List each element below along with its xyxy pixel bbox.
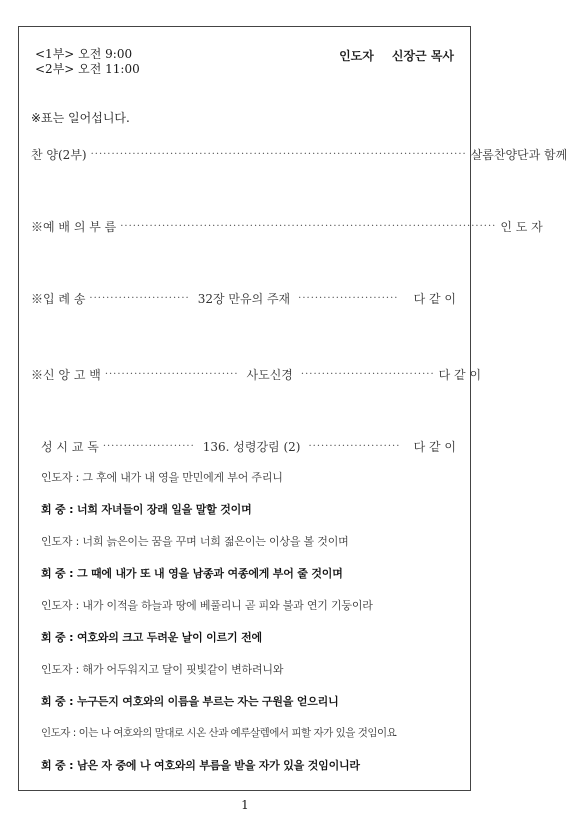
service-time-first: <1부> 오전 9:00: [35, 47, 133, 61]
reading-text: 내가 이적을 하늘과 땅에 베풀리니 곧 피와 불과 연기 기둥이라: [82, 599, 373, 612]
reading-speaker: 회 중: [41, 631, 66, 644]
order-item-label: 성 시 교 독: [41, 439, 99, 454]
service-times: [35, 47, 140, 77]
leader-dots: ································: [300, 368, 435, 380]
reading-line-leader: 인도자 : 그 후에 내가 내 영을 만민에게 부어 주리니: [41, 471, 283, 484]
service-time-second: <2부> 오전 11:00: [35, 62, 140, 76]
order-item-by: 인 도 자: [500, 219, 543, 234]
leader-dots: ································: [104, 368, 239, 380]
leader-dots: ······················: [308, 440, 401, 452]
order-item-entrance-hymn: [31, 289, 456, 307]
leader-dots: ··························································································: [90, 148, 467, 160]
reading-speaker: 회 중: [41, 503, 66, 516]
order-item-by: 다 같 이: [413, 291, 456, 306]
reading-line-congregation: 회 중 : 그 때에 내가 또 내 영을 남종과 여종에게 부어 줄 것이며: [41, 567, 343, 580]
order-item-creed: [31, 365, 482, 383]
order-item-content: 사도신경: [246, 367, 293, 382]
reading-speaker: 인도자: [41, 599, 73, 612]
reading-text: 너희 자녀들이 장래 일을 말할 것이며: [76, 503, 252, 516]
reading-speaker: 회 중: [41, 567, 66, 580]
order-item-by: 살롬찬양단과 함께: [470, 147, 567, 162]
reading-line-congregation: 회 중 : 너희 자녀들이 장래 일을 말할 것이며: [41, 503, 252, 516]
reading-line-congregation: 회 중 : 누구든지 여호와의 이름을 부르는 자는 구원을 얻으리니: [41, 695, 339, 708]
page-number: 1: [241, 798, 249, 812]
leader-label: 인도자: [339, 49, 374, 63]
reading-text: 남은 자 중에 나 여호와의 부름을 받을 자가 있을 것임이니라: [76, 759, 360, 772]
order-item-label: ※예 배 의 부 름: [31, 219, 117, 234]
leader-dots: ························: [89, 292, 190, 304]
reading-text: 이는 나 여호와의 말대로 시온 산과 예루살렘에서 피할 자가 있을 것임이요: [78, 727, 397, 739]
leader-dots: ························: [298, 292, 399, 304]
order-item-call-to-worship: [31, 217, 543, 235]
reading-text: 너희 늙은이는 꿈을 꾸며 너희 젊은이는 이상을 볼 것이며: [82, 535, 349, 548]
order-item-label: ※입 례 송: [31, 291, 86, 306]
order-item-praise: [31, 145, 567, 163]
reading-line-leader: 인도자 : 이는 나 여호와의 말대로 시온 산과 예루살렘에서 피할 자가 있을 것임이요: [41, 727, 397, 739]
reading-text: 누구든지 여호와의 이름을 부르는 자는 구원을 얻으리니: [76, 695, 339, 708]
leader-dots: ··························································································: [120, 220, 497, 232]
leader-name: 신장근 목사: [391, 49, 454, 63]
reading-line-congregation: 회 중 : 여호와의 크고 두려운 날이 이르기 전에: [41, 631, 262, 644]
reading-speaker: 인도자: [41, 535, 73, 548]
reading-speaker: 회 중: [41, 695, 66, 708]
reading-speaker: 회 중: [41, 759, 66, 772]
reading-line-leader: 인도자 : 너희 늙은이는 꿈을 꾸며 너희 젊은이는 이상을 볼 것이며: [41, 535, 349, 548]
stand-note: ※표는 일어섭니다.: [31, 111, 130, 125]
reading-line-congregation: 회 중 : 남은 자 중에 나 여호와의 부름을 받을 자가 있을 것임이니라: [41, 759, 360, 772]
leader-info: [339, 47, 454, 64]
order-item-content: 136. 성령강림 (2): [202, 439, 301, 454]
reading-text: 해가 어두워지고 달이 핏빛같이 변하려니와: [82, 663, 284, 676]
reading-text: 여호와의 크고 두려운 날이 이르기 전에: [76, 631, 262, 644]
reading-line-leader: 인도자 : 해가 어두워지고 달이 핏빛같이 변하려니와: [41, 663, 284, 676]
bulletin-page-frame: [18, 26, 567, 791]
leader-dots: ······················: [102, 440, 195, 452]
reading-speaker: 인도자: [41, 727, 70, 739]
reading-speaker: 인도자: [41, 663, 73, 676]
order-item-content: 32장 만유의 주재: [197, 291, 291, 306]
reading-line-leader: 인도자 : 내가 이적을 하늘과 땅에 베풀리니 곧 피와 불과 연기 기둥이라: [41, 599, 373, 612]
reading-speaker: 인도자: [41, 471, 73, 484]
order-item-by: 다 같 이: [413, 439, 456, 454]
order-item-responsive-reading: [31, 437, 456, 455]
order-item-label: ※신 앙 고 백: [31, 367, 101, 382]
reading-text: 그 후에 내가 내 영을 만민에게 부어 주리니: [82, 471, 283, 484]
order-item-by: 다 같 이: [438, 367, 482, 382]
reading-text: 그 때에 내가 또 내 영을 남종과 여종에게 부어 줄 것이며: [76, 567, 343, 580]
order-item-label: 찬 양(2부): [31, 147, 87, 162]
